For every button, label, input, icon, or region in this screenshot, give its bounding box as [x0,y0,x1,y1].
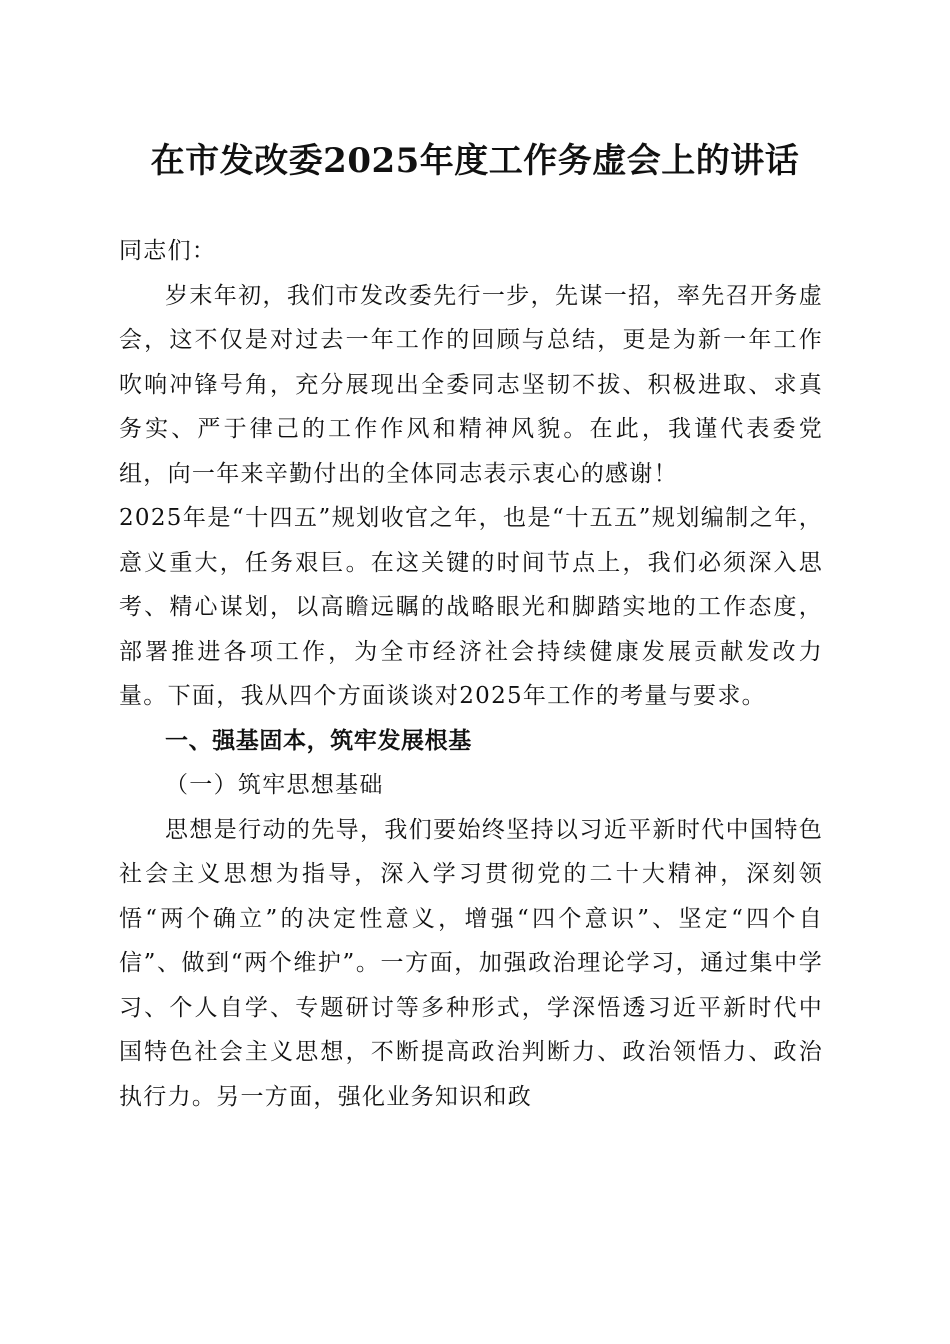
paragraph-thought: 思想是行动的先导，我们要始终坚持以习近平新时代中国特色社会主义思想为指导，深入学习贯彻党的二十大精神，深刻领悟“两个确立”的决定性意义，增强“四个意识”、坚定“四个自信”、做到“两个维护”。一方面，加强政治理论学习，通过集中学习、个人自学、专题研讨等多种形式，学深悟透习近平新时代中国特色社会主义思想，不断提高政治判断力、政治领悟力、政治执行力。另一方面，强化业务知识和政 [119,816,823,1110]
paragraph-context: 2025年是“十四五”规划收官之年，也是“十五五”规划编制之年，意义重大，任务艰巨。在这关键的时间节点上，我们必须深入思考、精心谋划，以高瞻远瞩的战略眼光和脚踏实地的工作态度，部署推进各项工作，为全市经济社会持续健康发展贡献发改力量。下面，我从四个方面谈谈对2025年工作的考量与要求。 [119,505,823,709]
subsection-heading: （一）筑牢思想基础 [165,772,384,798]
document-title: 在市发改委2025年度工作务虚会上的讲话 [150,141,800,181]
section-heading: 一、强基固本，筑牢发展根基 [165,727,472,754]
document-body [119,229,823,1119]
paragraph-intro: 岁末年初，我们市发改委先行一步，先谋一招，率先召开务虚会，这不仅是对过去一年工作的回顾与总结，更是为新一年工作吹响冲锋号角，充分展现出全委同志坚韧不拔、积极进取、求真务实、严于律己的工作作风和精神风貌。在此，我谨代表委党组，向一年来辛勤付出的全体同志表示衷心的感谢！ [119,282,823,487]
salutation: 同志们： [119,238,217,264]
